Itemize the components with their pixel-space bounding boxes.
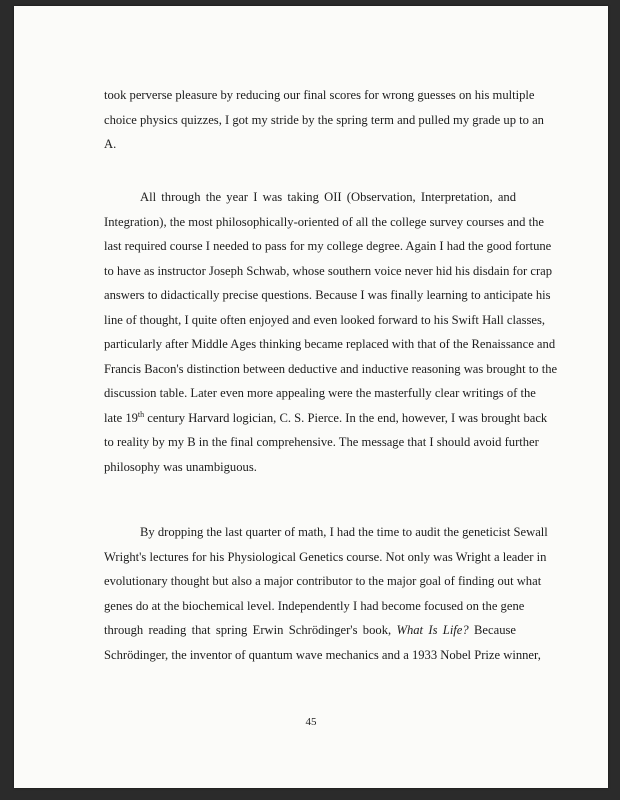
paragraph-line: By dropping the last quarter of math, I had the time to audit the geneticist Sewall <box>140 525 548 539</box>
line-text: Because <box>468 623 516 637</box>
paragraph-line: answers to didactically precise questions. Because I was finally learning to anticipate his <box>104 288 551 302</box>
paragraph-line: to have as instructor Joseph Schwab, whose southern voice never hid his disdain for crap <box>104 263 553 278</box>
paragraph-2 <box>104 185 558 479</box>
paragraph-line: choice physics quizzes, I got my stride by the spring term and pulled my grade up to an <box>104 112 544 127</box>
paragraph-line: Wright's lectures for his Physiological Genetics course. Not only was Wright a leader in <box>104 549 547 564</box>
paragraph-line: last required course I needed to pass for my college degree. Again I had the good fortune <box>104 239 552 253</box>
paragraph-line: A. <box>104 137 117 151</box>
paragraph-line: took perverse pleasure by reducing our final scores for wrong guesses on his multiple <box>104 88 535 102</box>
line-text: century Harvard logician, C. S. Pierce. In the end, however, I was brought back <box>144 410 548 425</box>
line-text: late 19 <box>104 410 138 425</box>
paragraph-line: Integration), the most philosophically-oriented of all the college survey courses and the <box>104 214 544 229</box>
paragraph-3 <box>104 520 548 667</box>
paragraph-line: to reality by my B in the final comprehensive. The message that I should avoid further <box>104 435 539 449</box>
paragraph-1 <box>104 83 544 157</box>
paragraph-line: discussion table. Later even more appealing were the masterfully clear writings of the <box>104 386 536 400</box>
paragraph-line: particularly after Middle Ages thinking became replaced with that of the Renaissance and <box>104 337 556 351</box>
ordinal-superscript: th <box>137 409 145 419</box>
paragraph-line: philosophy was unambiguous. <box>104 459 257 474</box>
document-page <box>14 6 608 788</box>
paragraph-line: line of thought, I quite often enjoyed and even looked forward to his Swift Hall classes, <box>104 312 546 327</box>
line-text: through reading that spring Erwin Schrödinger's book, <box>104 623 397 637</box>
paragraph-line: Francis Bacon's distinction between deductive and inductive reasoning was brought to the <box>104 361 558 376</box>
paragraph-line: evolutionary thought but also a major contributor to the major goal of finding out what <box>104 574 542 588</box>
book-title: What Is Life? <box>396 623 469 637</box>
paragraph-line: Schrödinger, the inventor of quantum wave mechanics and a 1933 Nobel Prize winner, <box>104 647 541 662</box>
paragraph-line: genes do at the biochemical level. Independently I had become focused on the gene <box>104 598 525 613</box>
page-number: 45 <box>305 716 317 728</box>
paragraph-line: All through the year I was taking OII (Observation, Interpretation, and <box>140 190 516 204</box>
paragraph-line <box>104 406 548 431</box>
paragraph-line <box>104 618 516 643</box>
